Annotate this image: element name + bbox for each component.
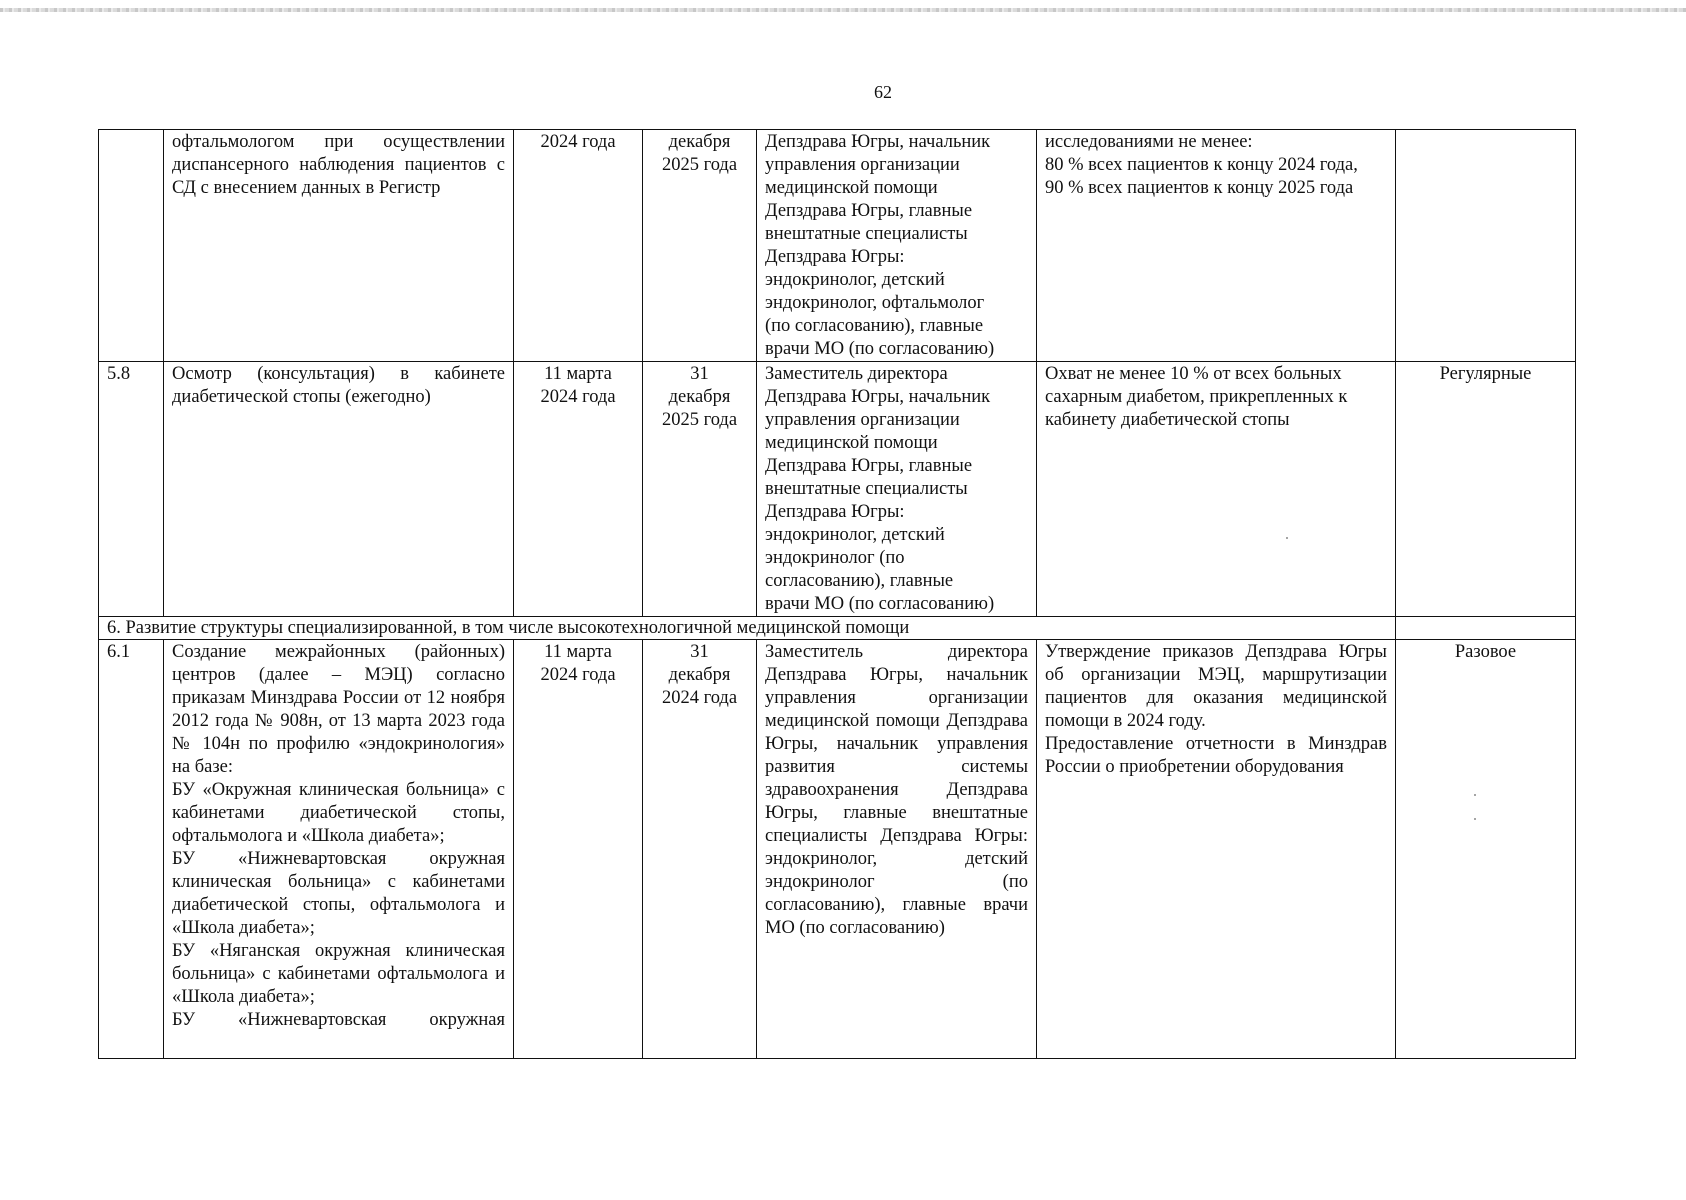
section-title: 6. Развитие структуры специализированной, в том числе высокотехнологичной медицинской помощи: [99, 617, 1396, 640]
table-row-6-1: [99, 640, 1576, 1059]
row-number-cell: 5.8: [99, 362, 164, 617]
page-number: 62: [874, 82, 892, 102]
end-date-cell: декабря 2025 года: [643, 130, 757, 362]
result-cell: Утверждение приказов Депздрава Югры об организации МЭЦ, маршрутизации пациентов для оказания медицинской помощи в 2024 году. Предоставление отчетности в Минздрав России о приобретении оборудования: [1037, 640, 1396, 1059]
table-row-5-8: [99, 362, 1576, 617]
row-number-cell: 6.1: [99, 640, 164, 1059]
table-row-continued: [99, 130, 1576, 362]
start-date-cell: 2024 года: [514, 130, 643, 362]
type-cell: Разовое: [1396, 640, 1576, 1059]
scan-speck: [1474, 818, 1476, 820]
result-cell: Охват не менее 10 % от всех больных сахарным диабетом, прикрепленных к кабинету диабетической стопы: [1037, 362, 1396, 617]
scan-speck: [1474, 794, 1476, 796]
responsible-cell: Заместитель директора Депздрава Югры, начальник управления организации медицинской помощи Депздрава Югры, начальник управления развития системы здравоохранения Депздрава Югры, главные внештатные специалисты Депздрава Югры: эндокринолог, детский эндокринолог (по согласованию), главные врачи МО (по согласованию): [757, 640, 1037, 1059]
end-date-cell: 31 декабря 2024 года: [643, 640, 757, 1059]
end-date-cell: 31 декабря 2025 года: [643, 362, 757, 617]
type-cell: Регулярные: [1396, 362, 1576, 617]
activity-cell: Осмотр (консультация) в кабинете диабетической стопы (ежегодно): [164, 362, 514, 617]
start-date-cell: 11 марта 2024 года: [514, 362, 643, 617]
plan-table: [98, 129, 1576, 1059]
start-date-cell: 11 марта 2024 года: [514, 640, 643, 1059]
activity-cell: Создание межрайонных (районных) центров (далее – МЭЦ) согласно приказам Минздрава России от 12 ноября 2012 года № 908н, от 13 марта 2023 года № 104н по профилю «эндокринология» на базе: БУ «Окружная клиническая больница» с кабинетами диабетической стопы, офтальмолога и «Школа диабета»; БУ «Нижневартовская окружная клиническая больница» с кабинетами диабетической стопы, офтальмолога и «Школа диабета»; БУ «Няганская окружная клиническая больница» с кабинетами офтальмолога и «Школа диабета»; БУ «Нижневартовская окружная: [164, 640, 514, 1059]
responsible-cell: Заместитель директора Депздрава Югры, начальник управления организации медицинской помощи Депздрава Югры, главные внештатные специалисты Депздрава Югры: эндокринолог, детский эндокринолог (по согласованию), главные врачи МО (по согласованию): [757, 362, 1037, 617]
scan-speck: [1286, 537, 1288, 539]
type-cell: [1396, 130, 1576, 362]
responsible-cell: Депздрава Югры, начальник управления организации медицинской помощи Депздрава Югры, главные внештатные специалисты Депздрава Югры: эндокринолог, детский эндокринолог, офтальмолог (по согласованию), главные врачи МО (по согласованию): [757, 130, 1037, 362]
row-number-cell: [99, 130, 164, 362]
section-header-row: [99, 617, 1576, 640]
scan-edge-artifact: [0, 8, 1686, 12]
activity-cell: офтальмологом при осуществлении диспансерного наблюдения пациентов с СД с внесением данных в Регистр: [164, 130, 514, 362]
section-empty-cell: [1396, 617, 1576, 640]
result-cell: исследованиями не менее: 80 % всех пациентов к концу 2024 года, 90 % всех пациентов к концу 2025 года: [1037, 130, 1396, 362]
